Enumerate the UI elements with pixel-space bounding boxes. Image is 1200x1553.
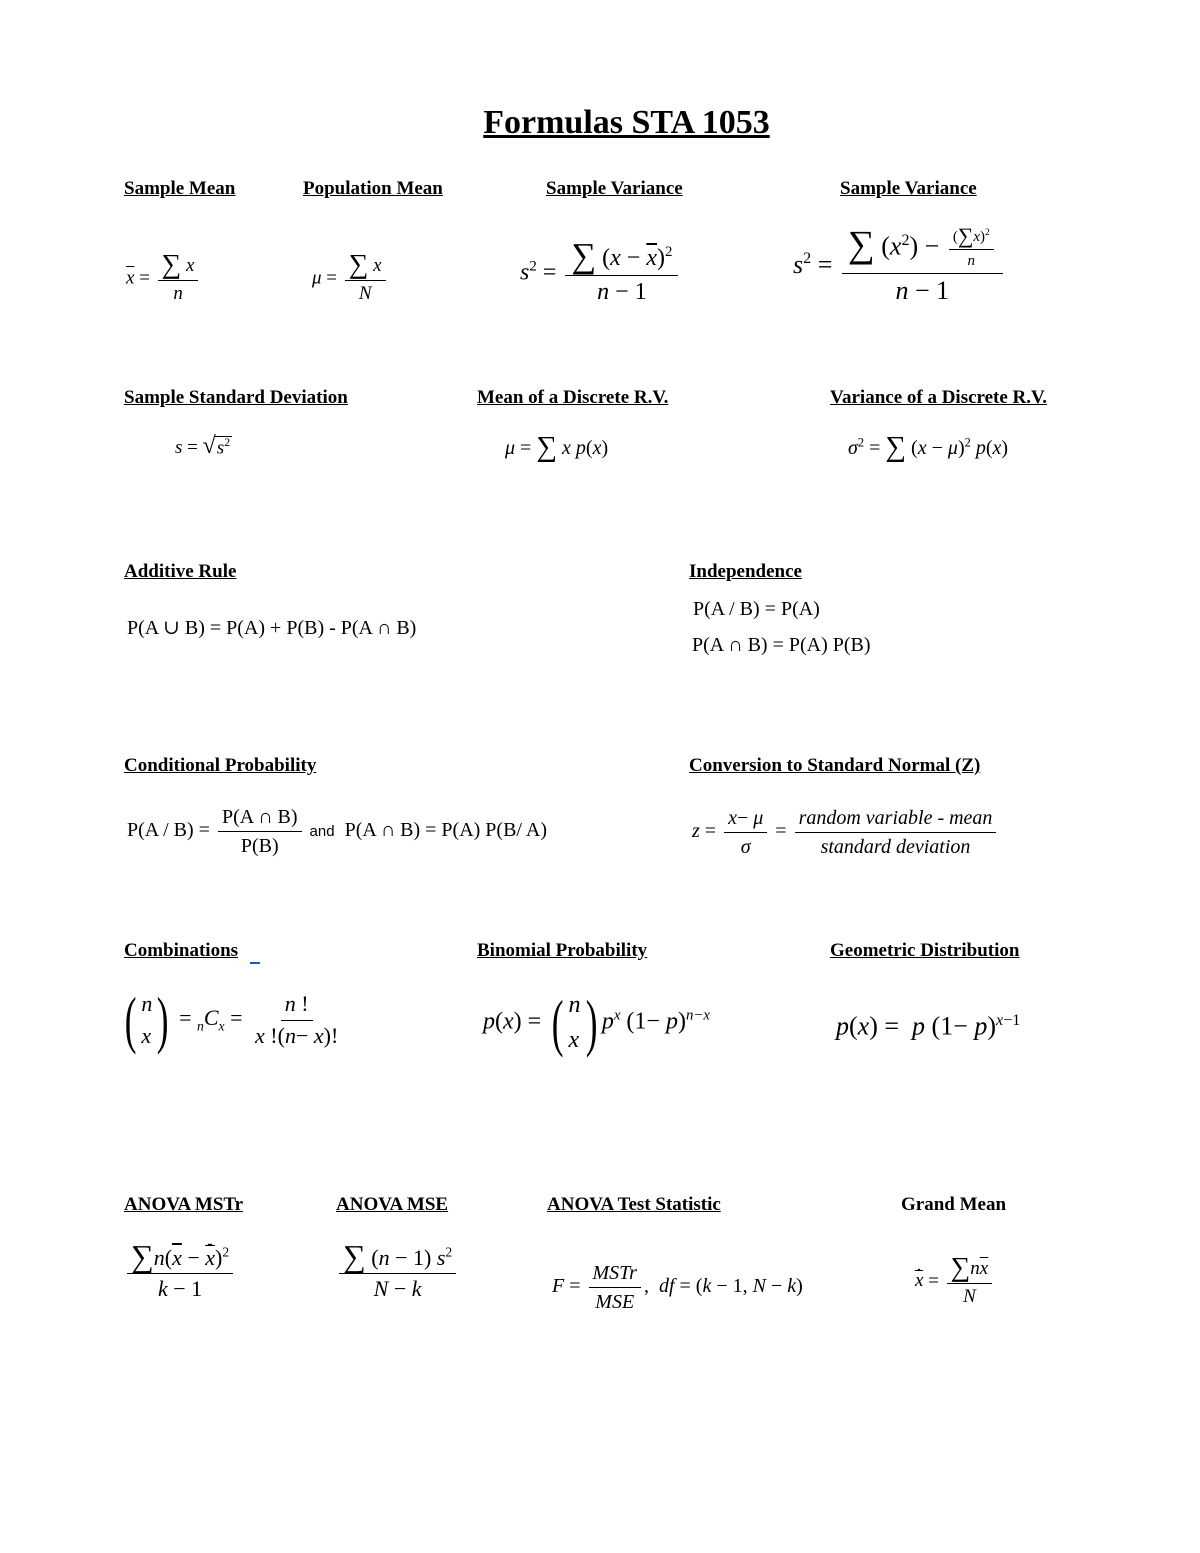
heading-additive-rule: Additive Rule — [124, 561, 237, 582]
formula-anova-test: F = $\frac{\text{MSTr}}{\text{MSE}}$ , df = (k − 1, N − k) — [552, 1262, 803, 1313]
formula-sample-mean: $\overline{x}$ = $\frac{\sum x}{n}$ — [126, 253, 201, 305]
formula-sample-variance-2: $s^2$ = ∑ $(x^2)$ − $\frac{(\sum x)^2}{n}$ n − 1 — [793, 228, 1006, 306]
heading-combinations: Combinations — [124, 940, 239, 961]
heading-anova-mse: ANOVA MSE — [336, 1194, 449, 1215]
heading-sample-variance-2: Sample Variance — [840, 178, 977, 199]
formula-independence-2: P(A ∩ B) = P(A) P(B) — [692, 634, 871, 656]
heading-anova-test: ANOVA Test Statistic — [547, 1194, 721, 1215]
heading-grand-mean: Grand Mean — [901, 1194, 1007, 1215]
formula-additive-rule: P(A ∪ B) = P(A) + P(B) - P(A ∩ B) — [127, 617, 417, 639]
formula-combinations: ( n x ) = $_nC_x$ = $\frac{n !}{x !(n- x)!}$ — [124, 984, 339, 1055]
heading-standard-normal: Conversion to Standard Normal (Z) — [689, 755, 981, 776]
heading-anova-mstr: ANOVA MSTr — [124, 1194, 244, 1215]
heading-population-mean: Population Mean — [303, 178, 443, 199]
heading-underline-mark — [250, 962, 260, 964]
formula-population-mean: μ = $\frac{\sum x}{N}$ — [312, 253, 389, 305]
page-title: Formulas STA 1053 — [483, 104, 770, 141]
formula-conditional-probability: P(A / B) = $\frac{P(A \cap B)}{P(B)}$ and P(A ∩ B) = P(A) P(B/ A) — [127, 806, 547, 857]
formula-anova-mstr: $\frac{\sum n(\overline{x} - x)^2}{k - 1}$ — [124, 1244, 236, 1301]
heading-sample-sd: Sample Standard Deviation — [124, 387, 348, 408]
heading-geometric: Geometric Distribution — [830, 940, 1020, 961]
formula-grand-mean: x = $\frac{\sum n\overline{x}}{N}$ — [915, 1256, 995, 1308]
and-word: and — [309, 823, 335, 841]
formula-variance-discrete: $\sigma^2$ = ∑ $(x - \mu)^2$ p(x) — [848, 431, 1009, 463]
heading-conditional-probability: Conditional Probability — [124, 755, 317, 776]
heading-mean-discrete: Mean of a Discrete R.V. — [477, 387, 669, 408]
heading-variance-discrete: Variance of a Discrete R.V. — [830, 387, 1048, 408]
z-numerator-words: random variable - mean — [795, 807, 997, 833]
heading-independence: Independence — [689, 561, 802, 582]
formula-sample-sd: $s = √s^2$ — [175, 433, 231, 459]
formula-independence-1: P(A / B) = P(A) — [693, 598, 820, 620]
heading-sample-variance-1: Sample Variance — [546, 178, 683, 199]
formula-mean-discrete: μ = ∑ x p(x) — [505, 431, 609, 463]
heading-sample-mean: Sample Mean — [124, 178, 236, 199]
formula-sample-variance-1: $s^2$ = $\frac{\sum (x - \overline{x})^2}{n - 1}$ — [520, 242, 681, 306]
formula-binomial: p(x) = ( n x ) $p^x$ $(1- p)^{n-x}$ — [483, 986, 711, 1058]
formula-standard-normal: z = $\frac{x- \mu}{\sigma}$ = $\frac{\text{random variable - mean}}{\text{standard deviation}}$ — [692, 807, 999, 858]
formula-anova-mse: $\frac{\sum (n - 1) s^2}{N - k}$ — [336, 1244, 459, 1301]
formula-geometric: p(x) = p $(1- p)^{x-1}$ — [836, 1011, 1021, 1041]
heading-binomial: Binomial Probability — [477, 940, 648, 961]
z-denominator-words: standard deviation — [820, 836, 971, 858]
